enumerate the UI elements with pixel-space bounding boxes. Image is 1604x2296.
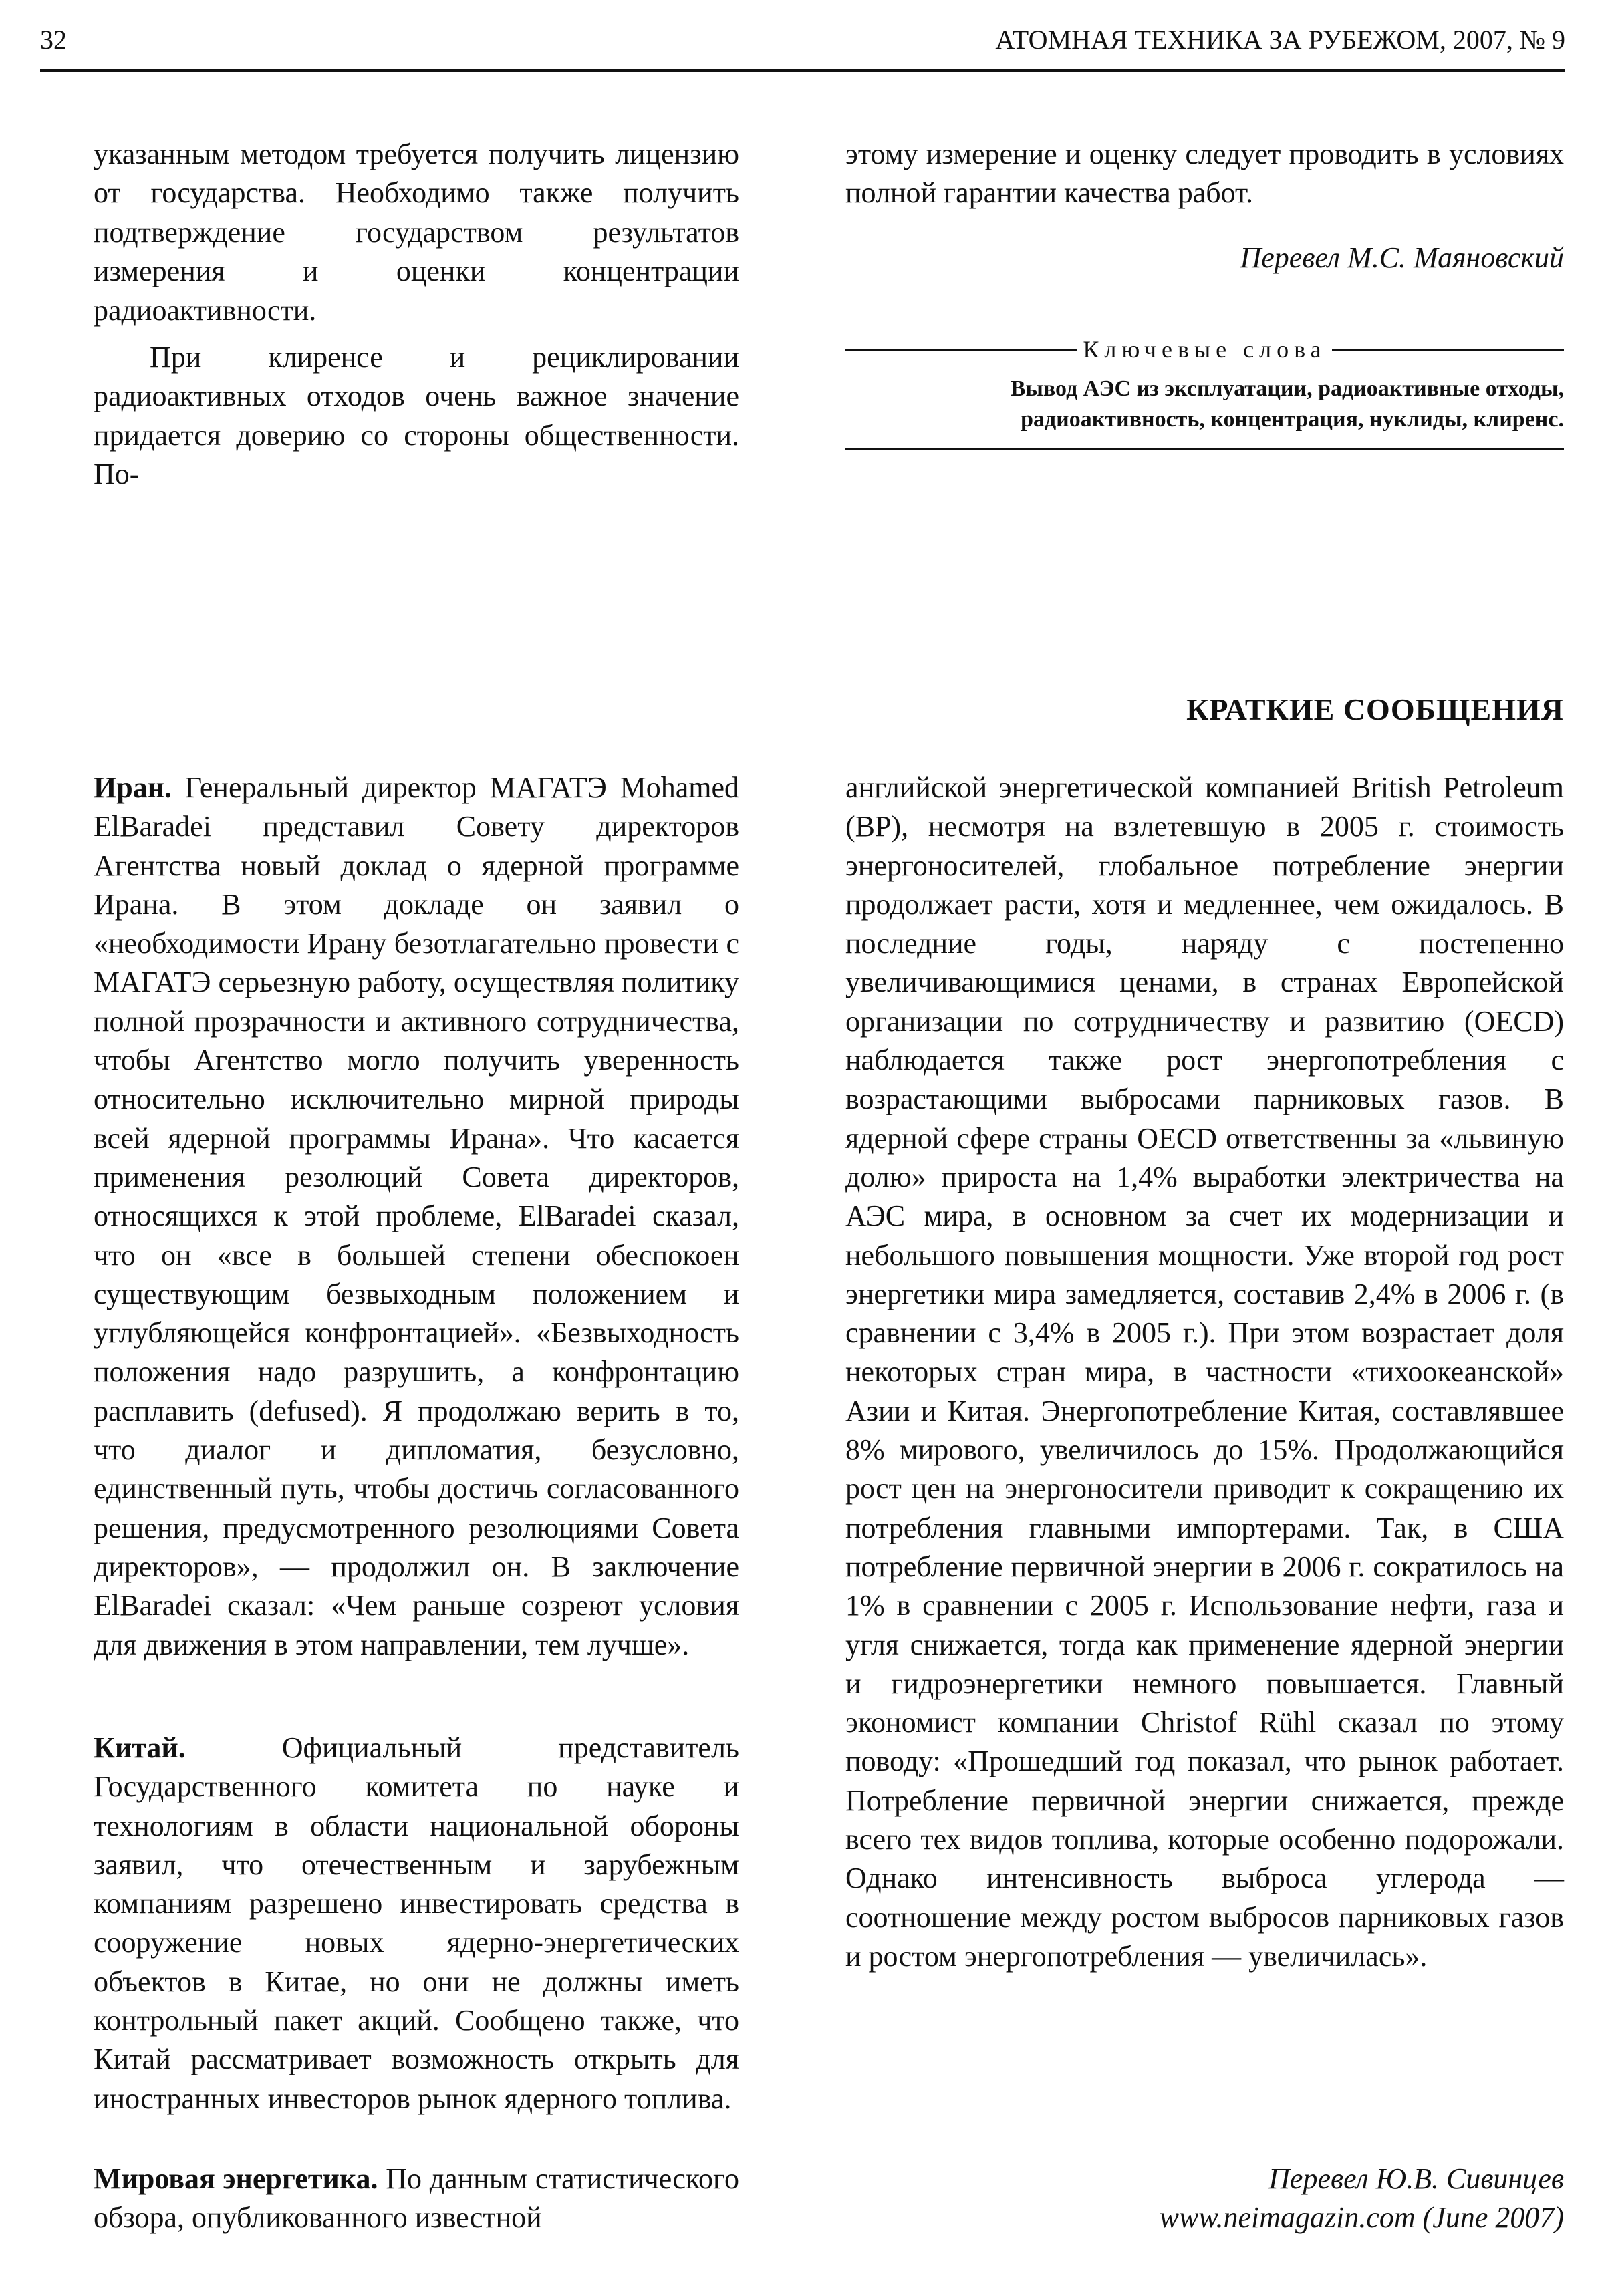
page-number: 32 (40, 25, 67, 55)
news-title-iran: Иран. (94, 771, 172, 804)
section-title: КРАТКИЕ СООБЩЕНИЯ (1186, 692, 1564, 726)
news-item-iran (94, 768, 739, 1665)
news-title-world: Мировая энергетика. (94, 2162, 378, 2195)
news-item-world-start (94, 2160, 739, 2238)
news-text-world-left: По данным статистического обзора, опубликованного известной (94, 2162, 739, 2235)
header-rule (40, 69, 1565, 72)
article-paragraph-3: этому измерение и оценку следует проводить в условиях полной гарантии качества работ. (845, 138, 1564, 210)
news-title-china: Китай. (94, 1731, 186, 1764)
news-text-world-right: английской энергетической компанией British Petroleum (BP), несмотря на взлетевшую в 2005 г. стоимость энергоносителей, глобальное потребление энергии продолжает расти, хотя и медленнее, чем ожидалось. В последние годы, наряду с постепенно увеличивающимися ценами, в странах Европейской организации по сотрудничеству и развитию (OECD) наблюдается также рост энергопотребления с возрастающими выбросами парниковых газов. В ядерной сфере страны OECD ответственны за «львиную долю» прироста на 1,4% выработки электричества на АЭС мира, в основном за счет их модернизации и небольшого повышения мощности. Уже второй год рост энергетики мира замедляется, составив 2,4% в 2006 г. (в сравнении с 3,4% в 2005 г.). При этом возрастает доля некоторых стран мира, в частности «тихоокеанской» Азии и Китая. Энергопотребление Китая, составлявшее 8% мирового, увеличилось до 15%. Продолжающийся рост цен на энергоносители приводит к сокращению их потребления главными импортерами. Так, в США потребление первичной энергии в 2006 г. сократилось на 1% в сравнении с 2005 г. Использование нефти, газа и угля снижается, тогда как применение ядерной энергии и гидроэнергетики немного повышается. Главный экономист компании Christof Rühl сказал по этому поводу: «Прошедший год показал, что рынок работает. Потребление первичной энергии снижается, прежде всего тех видов топлива, которые особенно подорожали. Однако интенсивность выброса углерода — соотношение между ростом выбросов парниковых газов и ростом энергопотребления — увеличилась». (845, 771, 1564, 1973)
news-item-china (94, 1729, 739, 2118)
news-text-china: Официальный представитель Государственного комитета по науке и технологиям в области национальной обороны заявил, что отечественным и зарубежным компаниям разрешено инвестировать средства в сооружение новых ядерно-энергетических объектов в Китае, но они не должны иметь контрольный пакет акций. Сообщено также, что Китай рассматривает возможность открыть для иностранных инвесторов рынок ядерного топлива. (94, 1731, 739, 2115)
article-paragraph-1: указанным методом требуется получить лицензию от государства. Необходимо также получить подтверждение государством результатов измерения и оценки концентрации радиоактивности. (94, 138, 739, 327)
news-signature (845, 2160, 1564, 2237)
news-text-iran: Генеральный директор МАГАТЭ Mohamed ElBaradei представил Совету директоров Агентства новый доклад о ядерной программе Ирана. В этом докладе он заявил о «необходимости Ирану безотлагательно провести с МАГАТЭ серьезную работу, осуществляя политику полной прозрачности и активного сотрудничества, чтобы Агентство могло получить уверенность относительно исключительно мирной природы всей ядерной программы Ирана». Что касается применения резолюций Совета директоров, относящихся к этой проблеме, ElBaradei сказал, что он «все в большей степени обеспокоен существующим безвыходным положением и углубляющейся конфронтацией». «Безвыходность положения надо разрушить, а конфронтацию расплавить (defused). Я продолжаю верить в то, что диалог и дипломатия, безусловно, единственный путь, чтобы достичь согласованного решения, предусмотренного резолюциями Совета директоров», — продолжил он. В заключение ElBaradei сказал: «Чем раньше созреют условия для движения в этом направлении, тем лучше». (94, 771, 739, 1661)
keywords-rule-bottom (845, 448, 1564, 450)
keywords-text: Вывод АЭС из эксплуатации, радиоактивные отходы, радиоактивность, концентрация, нуклиды, клиренс. (1010, 376, 1564, 432)
news-source: www.neimagazin.com (June 2007) (1159, 2201, 1564, 2234)
news-item-world-continued (845, 768, 1564, 1976)
keywords-title: Ключевые слова (1083, 336, 1327, 363)
journal-title: АТОМНАЯ ТЕХНИКА ЗА РУБЕЖОМ, 2007, № 9 (995, 25, 1565, 55)
news-translator: Перевел Ю.В. Сивинцев (1268, 2162, 1564, 2195)
keywords-header (845, 337, 1564, 362)
keywords-rule-left (845, 349, 1077, 351)
article-right-column (845, 135, 1564, 213)
article-paragraph-2: При клиренсе и рециклировании радиоактивных отходов очень важное значение придается доверию со стороны общественности. По- (94, 341, 739, 491)
keywords-box (845, 337, 1564, 450)
keywords-rule-right (1332, 349, 1564, 351)
article-left-column (94, 135, 739, 494)
article-translator: Перевел М.С. Маяновский (1240, 241, 1564, 274)
